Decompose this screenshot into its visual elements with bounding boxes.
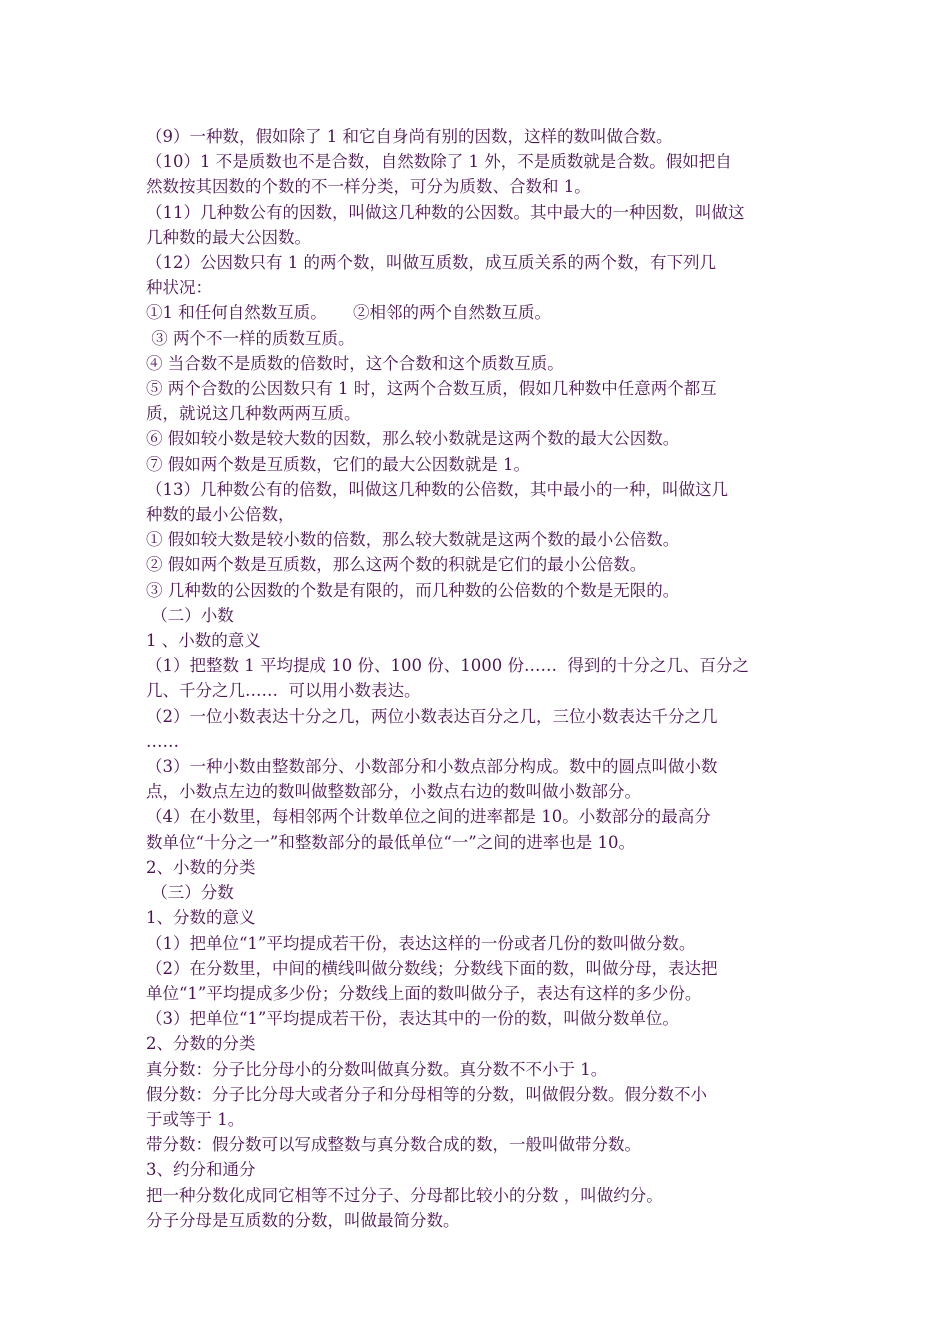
text-line: ⑤ 两个合数的公因数只有 1 时，这两个合数互质，假如几种数中任意两个都互 [146,379,717,399]
text-line: 几、千分之几…… 可以用小数表达。 [146,681,421,701]
text-line: ② 假如两个数是互质数，那么这两个数的积就是它们的最小公倍数。 [146,555,647,575]
text-line: （11）几种数公有的因数，叫做这几种数的公因数。其中最大的一种因数，叫做这 [146,202,745,222]
text-line: （2）一位小数表达十分之几，两位小数表达百分之几，三位小数表达千分之几 [146,706,718,726]
subsection-heading: 2、分数的分类 [146,1034,256,1054]
text-line: （2）在分数里，中间的横线叫做分数线；分数线下面的数，叫做分母，表达把 [146,958,718,978]
text-line: 分子分母是互质数的分数，叫做最简分数。 [146,1210,460,1230]
text-line: 种数的最小公倍数， [146,505,295,525]
text-line: ④ 当合数不是质数的倍数时，这个合数和这个质数互质。 [146,353,564,373]
text-line: 单位“1”平均提成多少份；分数线上面的数叫做分子，表达有这样的多少份。 [146,983,702,1003]
text-line: 把一种分数化成同它相等不过分子、分母都比较小的分数 ，叫做约分。 [146,1185,663,1205]
text-line: ③ 几种数的公因数的个数是有限的，而几种数的公倍数的个数是无限的。 [146,580,680,600]
text-line: ③ 两个不一样的质数互质。 [146,328,355,348]
section-heading: （三）分数 [146,883,234,903]
text-line: （13）几种数公有的倍数，叫做这几种数的公倍数，其中最小的一种，叫做这几 [146,479,728,499]
subsection-heading: 1 、小数的意义 [146,631,261,651]
text-line: （1）把整数 1 平均提成 10 份、100 份、1000 份…… 得到的十分之几、百分之 [146,656,749,676]
text-line: 种状况： [146,278,212,298]
text-line: 带分数：假分数可以写成整数与真分数合成的数，一般叫做带分数。 [146,1135,641,1155]
text-line: （9）一种数，假如除了 1 和它自身尚有别的因数，这样的数叫做合数。 [146,127,673,146]
text-line: 数单位“十分之一”和整数部分的最低单位“一”之间的进率也是 10。 [146,832,635,852]
text-line: 于或等于 1。 [146,1109,245,1129]
subsection-heading: 2、小数的分类 [146,857,256,877]
text-line: （12）公因数只有 1 的两个数，叫做互质数，成互质关系的两个数，有下列几 [146,253,716,273]
text-line: 点，小数点左边的数叫做整数部分，小数点右边的数叫做小数部分。 [146,782,641,802]
text-line: 真分数：分子比分母小的分数叫做真分数。真分数不不小于 1。 [146,1059,608,1079]
text-line: 假分数：分子比分母大或者分子和分母相等的分数，叫做假分数。假分数不小 [146,1084,707,1104]
text-line: 质，就说这几种数两两互质。 [146,404,361,424]
text-line: ①1 和任何自然数互质。 ②相邻的两个自然数互质。 [146,303,551,323]
text-line: （10）1 不是质数也不是合数，自然数除了 1 外，不是质数就是合数。假如把自 [146,152,732,172]
text-line: 几种数的最大公因数。 [146,227,311,247]
text-line: ① 假如较大数是较小数的倍数，那么较大数就是这两个数的最小公倍数。 [146,530,680,550]
subsection-heading: 1、分数的意义 [146,908,256,928]
document-body [146,124,816,1233]
text-line: （3）把单位“1”平均提成若干份，表达其中的一份的数，叫做分数单位。 [146,1009,679,1029]
text-line: （1）把单位“1”平均提成若干份，表达这样的一份或者几份的数叫做分数。 [146,933,696,953]
subsection-heading: 3、约分和通分 [146,1160,256,1180]
text-line: （4）在小数里，每相邻两个计数单位之间的进率都是 10。小数部分的最高分 [146,807,711,827]
text-line: …… [146,731,179,751]
text-line: ⑥ 假如较小数是较大数的因数，那么较小数就是这两个数的最大公因数。 [146,429,680,449]
section-heading: （二）小数 [146,605,234,625]
text-line: ⑦ 假如两个数是互质数，它们的最大公因数就是 1。 [146,454,530,474]
text-line: 然数按其因数的个数的不一样分类，可分为质数、合数和 1。 [146,177,591,197]
text-line: （3）一种小数由整数部分、小数部分和小数点部分构成。数中的圆点叫做小数 [146,757,718,777]
